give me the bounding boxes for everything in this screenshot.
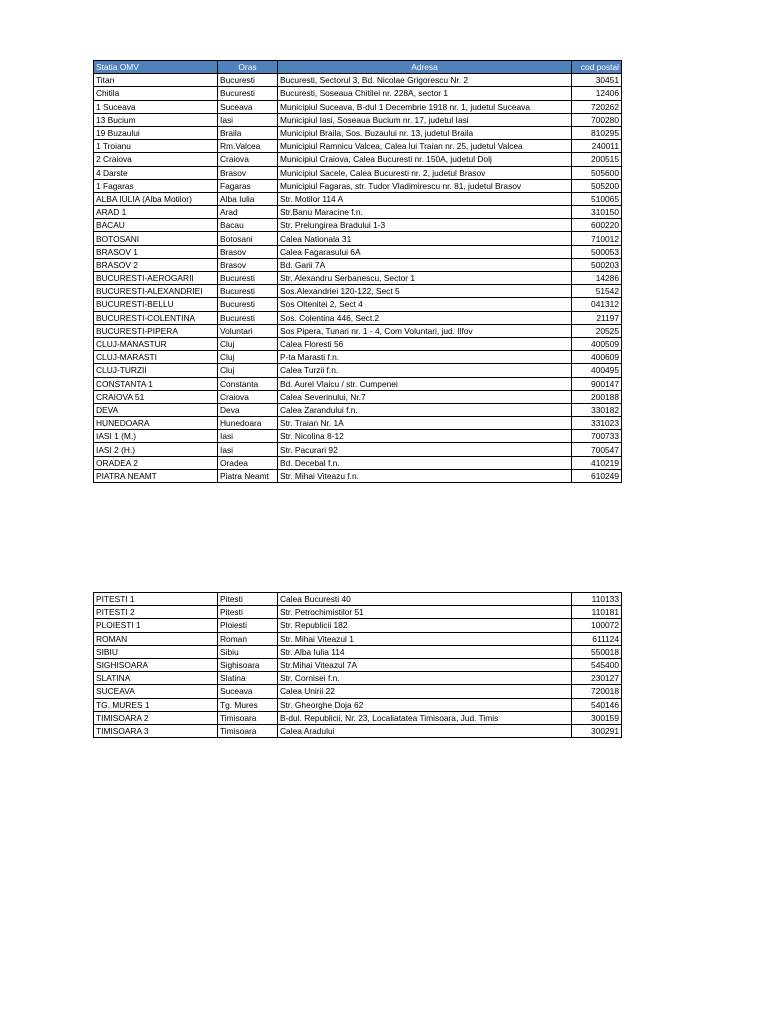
table-row — [94, 219, 622, 232]
city-cell: Iasi — [218, 430, 278, 443]
address-cell: Sos Oltenitei 2, Sect 4 — [278, 298, 572, 311]
postal-code-cell: 611124 — [572, 632, 622, 645]
table-row — [94, 456, 622, 469]
postal-code-cell: 700733 — [572, 430, 622, 443]
city-cell: Voluntari — [218, 324, 278, 337]
table-row — [94, 324, 622, 337]
table-row — [94, 126, 622, 139]
address-cell: Sos Pipera, Tunari nr. 1 - 4, Com Voluntari, jud. Ilfov — [278, 324, 572, 337]
address-cell: Str. Republicii 182 — [278, 619, 572, 632]
postal-code-cell: 510065 — [572, 192, 622, 205]
station-cell: 4 Darste — [94, 166, 218, 179]
table-row — [94, 166, 622, 179]
table-row — [94, 443, 622, 456]
address-cell: Str. Mihai Viteazul 1 — [278, 632, 572, 645]
postal-code-cell: 230127 — [572, 672, 622, 685]
city-cell: Ploiesti — [218, 619, 278, 632]
postal-code-cell: 51542 — [572, 285, 622, 298]
table-row — [94, 232, 622, 245]
table-row — [94, 337, 622, 350]
address-cell: Str. Prelungirea Bradului 1-3 — [278, 219, 572, 232]
station-cell: CRAIOVA 51 — [94, 390, 218, 403]
header-oras: Oras — [218, 61, 278, 74]
address-cell: Calea Zarandului f.n. — [278, 403, 572, 416]
table-row — [94, 258, 622, 271]
address-cell: Municipiul Fagaras, str. Tudor Vladimirescu nr. 81, judetul Brasov — [278, 179, 572, 192]
city-cell: Timisoara — [218, 724, 278, 737]
city-cell: Craiova — [218, 390, 278, 403]
postal-code-cell: 400495 — [572, 364, 622, 377]
city-cell: Bucuresti — [218, 298, 278, 311]
station-cell: TIMISOARA 3 — [94, 724, 218, 737]
table-row — [94, 179, 622, 192]
station-cell: BRASOV 2 — [94, 258, 218, 271]
station-cell: 1 Fagaras — [94, 179, 218, 192]
city-cell: Cluj — [218, 364, 278, 377]
address-cell: Municipiul Sacele, Calea Bucuresti nr. 2, judetul Brasov — [278, 166, 572, 179]
postal-code-cell: 550018 — [572, 645, 622, 658]
postal-code-cell: 500203 — [572, 258, 622, 271]
postal-code-cell: 400509 — [572, 337, 622, 350]
table-row — [94, 100, 622, 113]
address-cell: Calea Fagarasului 6A — [278, 245, 572, 258]
postal-code-cell: 400609 — [572, 351, 622, 364]
postal-code-cell: 500053 — [572, 245, 622, 258]
station-cell: TIMISOARA 2 — [94, 711, 218, 724]
postal-code-cell: 30451 — [572, 74, 622, 87]
postal-code-cell: 100072 — [572, 619, 622, 632]
table-row — [94, 469, 622, 482]
station-cell: CLUJ-TURZII — [94, 364, 218, 377]
table-row — [94, 113, 622, 126]
table-header-row — [94, 61, 622, 74]
city-cell: Sibiu — [218, 645, 278, 658]
city-cell: Fagaras — [218, 179, 278, 192]
address-cell: Calea Unirii 22 — [278, 685, 572, 698]
postal-code-cell: 540146 — [572, 698, 622, 711]
city-cell: Brasov — [218, 258, 278, 271]
city-cell: Bucuresti — [218, 74, 278, 87]
postal-code-cell: 505600 — [572, 166, 622, 179]
station-cell: BUCURESTI-AEROGARII — [94, 272, 218, 285]
address-cell: Municipiul Suceava, B-dul 1 Decembrie 1918 nr. 1, judetul Suceava — [278, 100, 572, 113]
stations-table-part-1 — [93, 60, 622, 483]
station-cell: PIATRA NEAMT — [94, 469, 218, 482]
header-statia: Statia OMV — [94, 61, 218, 74]
table-row — [94, 711, 622, 724]
address-cell: Municipiul Iasi, Soseaua Bucium nr. 17, judetul Iasi — [278, 113, 572, 126]
table-row — [94, 403, 622, 416]
postal-code-cell: 21197 — [572, 311, 622, 324]
postal-code-cell: 410219 — [572, 456, 622, 469]
header-cod-postal: cod postal — [572, 61, 622, 74]
address-cell: Calea Turzii f.n. — [278, 364, 572, 377]
station-cell: BUCURESTI-BELLU — [94, 298, 218, 311]
station-cell: IASI 2 (H.) — [94, 443, 218, 456]
city-cell: Braila — [218, 126, 278, 139]
city-cell: Botosani — [218, 232, 278, 245]
address-cell: Calea Bucuresti 40 — [278, 593, 572, 606]
city-cell: Arad — [218, 206, 278, 219]
station-cell: 1 Troianu — [94, 140, 218, 153]
station-cell: ALBA IULIA (Alba Motilor) — [94, 192, 218, 205]
city-cell: Brasov — [218, 166, 278, 179]
postal-code-cell: 300159 — [572, 711, 622, 724]
postal-code-cell: 720018 — [572, 685, 622, 698]
postal-code-cell: 720262 — [572, 100, 622, 113]
city-cell: Bucuresti — [218, 285, 278, 298]
station-cell: SIGHISOARA — [94, 658, 218, 671]
postal-code-cell: 331023 — [572, 417, 622, 430]
station-cell: PLOIESTI 1 — [94, 619, 218, 632]
city-cell: Iasi — [218, 443, 278, 456]
address-cell: Str. Motilor 114 A — [278, 192, 572, 205]
station-cell: ORADEA 2 — [94, 456, 218, 469]
address-cell: Municipiul Ramnicu Valcea, Calea lui Traian nr. 25, judetul Valcea — [278, 140, 572, 153]
table-row — [94, 87, 622, 100]
city-cell: Timisoara — [218, 711, 278, 724]
table-row — [94, 74, 622, 87]
station-cell: Chitila — [94, 87, 218, 100]
address-cell: Str. Traian Nr. 1A — [278, 417, 572, 430]
city-cell: Iasi — [218, 113, 278, 126]
table-body — [94, 74, 622, 483]
city-cell: Roman — [218, 632, 278, 645]
postal-code-cell: 700280 — [572, 113, 622, 126]
postal-code-cell: 330182 — [572, 403, 622, 416]
address-cell: Bd. Garii 7A — [278, 258, 572, 271]
station-cell: BOTOSANI — [94, 232, 218, 245]
stations-table-part-2 — [93, 592, 622, 738]
station-cell: BUCURESTI-COLENTINA — [94, 311, 218, 324]
address-cell: Bucuresti, Sectorul 3, Bd. Nicolae Grigorescu Nr. 2 — [278, 74, 572, 87]
station-cell: SLATINA — [94, 672, 218, 685]
station-cell: 2 Craiova — [94, 153, 218, 166]
city-cell: Deva — [218, 403, 278, 416]
station-cell: CLUJ-MARASTI — [94, 351, 218, 364]
city-cell: Bucuresti — [218, 311, 278, 324]
table-row — [94, 606, 622, 619]
station-cell: PITESTI 2 — [94, 606, 218, 619]
table-row — [94, 311, 622, 324]
table-row — [94, 632, 622, 645]
city-cell: Bucuresti — [218, 87, 278, 100]
postal-code-cell: 310150 — [572, 206, 622, 219]
table-row — [94, 658, 622, 671]
address-cell: P-ta Marasti f.n. — [278, 351, 572, 364]
address-cell: Calea Floresti 56 — [278, 337, 572, 350]
city-cell: Constanta — [218, 377, 278, 390]
station-cell: 1 Suceava — [94, 100, 218, 113]
city-cell: Suceava — [218, 685, 278, 698]
address-cell: Sos. Colentina 446, Sect.2 — [278, 311, 572, 324]
station-cell: IASI 1 (M.) — [94, 430, 218, 443]
table-row — [94, 272, 622, 285]
station-cell: CLUJ-MANASTUR — [94, 337, 218, 350]
station-cell: ARAD 1 — [94, 206, 218, 219]
city-cell: Tg. Mures — [218, 698, 278, 711]
table-row — [94, 285, 622, 298]
address-cell: Bucuresti, Soseaua Chitilei nr. 228A, sector 1 — [278, 87, 572, 100]
postal-code-cell: 240011 — [572, 140, 622, 153]
postal-code-cell: 610249 — [572, 469, 622, 482]
table-row — [94, 245, 622, 258]
station-cell: PITESTI 1 — [94, 593, 218, 606]
station-cell: BACAU — [94, 219, 218, 232]
table-row — [94, 206, 622, 219]
table-row — [94, 364, 622, 377]
postal-code-cell: 200188 — [572, 390, 622, 403]
address-cell: Str. Alba Iulia 114 — [278, 645, 572, 658]
address-cell: Calea Nationala 31 — [278, 232, 572, 245]
postal-code-cell: 20525 — [572, 324, 622, 337]
city-cell: Sighisoara — [218, 658, 278, 671]
postal-code-cell: 110181 — [572, 606, 622, 619]
postal-code-cell: 110133 — [572, 593, 622, 606]
city-cell: Pitesti — [218, 606, 278, 619]
postal-code-cell: 12406 — [572, 87, 622, 100]
address-cell: Bd. Decebal f.n. — [278, 456, 572, 469]
city-cell: Cluj — [218, 351, 278, 364]
table-row — [94, 619, 622, 632]
station-cell: Titan — [94, 74, 218, 87]
table-row — [94, 377, 622, 390]
postal-code-cell: 900147 — [572, 377, 622, 390]
city-cell: Alba Iulia — [218, 192, 278, 205]
table-row — [94, 645, 622, 658]
station-cell: BUCURESTI-ALEXANDRIEI — [94, 285, 218, 298]
city-cell: Hunedoara — [218, 417, 278, 430]
table-row — [94, 351, 622, 364]
table-row — [94, 417, 622, 430]
address-cell: Str.Banu Maracine f.n. — [278, 206, 572, 219]
station-cell: SUCEAVA — [94, 685, 218, 698]
address-cell: Str.Mihai Viteazul 7A — [278, 658, 572, 671]
address-cell: Str. Gheorghe Doja 62 — [278, 698, 572, 711]
postal-code-cell: 041312 — [572, 298, 622, 311]
table-row — [94, 724, 622, 737]
table-body — [94, 593, 622, 738]
address-cell: Str. Pacurari 92 — [278, 443, 572, 456]
station-cell: SIBIU — [94, 645, 218, 658]
postal-code-cell: 700547 — [572, 443, 622, 456]
address-cell: Municipiul Craiova, Calea Bucuresti nr. 150A, judetul Dolj — [278, 153, 572, 166]
station-cell: HUNEDOARA — [94, 417, 218, 430]
address-cell: Str. Petrochimistilor 51 — [278, 606, 572, 619]
station-cell: TG. MURES 1 — [94, 698, 218, 711]
postal-code-cell: 545400 — [572, 658, 622, 671]
address-cell: Str. Alexandru Serbanescu, Sector 1 — [278, 272, 572, 285]
table-row — [94, 298, 622, 311]
postal-code-cell: 505200 — [572, 179, 622, 192]
station-cell: DEVA — [94, 403, 218, 416]
table-row — [94, 672, 622, 685]
city-cell: Brasov — [218, 245, 278, 258]
station-cell: ROMAN — [94, 632, 218, 645]
table-row — [94, 685, 622, 698]
table-row — [94, 390, 622, 403]
postal-code-cell: 14286 — [572, 272, 622, 285]
postal-code-cell: 600220 — [572, 219, 622, 232]
address-cell: Str. Mihai Viteazu f.n. — [278, 469, 572, 482]
postal-code-cell: 300291 — [572, 724, 622, 737]
city-cell: Bacau — [218, 219, 278, 232]
table-row — [94, 593, 622, 606]
city-cell: Suceava — [218, 100, 278, 113]
address-cell: Str. Cornisei f.n. — [278, 672, 572, 685]
address-cell: Calea Severinului, Nr.7 — [278, 390, 572, 403]
postal-code-cell: 810295 — [572, 126, 622, 139]
city-cell: Slatina — [218, 672, 278, 685]
station-cell: 13 Bucium — [94, 113, 218, 126]
table-row — [94, 430, 622, 443]
city-cell: Oradea — [218, 456, 278, 469]
table-row — [94, 698, 622, 711]
station-cell: BRASOV 1 — [94, 245, 218, 258]
address-cell: Calea Aradului — [278, 724, 572, 737]
address-cell: B-dul. Republicii, Nr. 23, Localiatatea Timisoara, Jud. Timis — [278, 711, 572, 724]
station-cell: CONSTANTA 1 — [94, 377, 218, 390]
address-cell: Sos.Alexandriei 120-122, Sect 5 — [278, 285, 572, 298]
table-row — [94, 140, 622, 153]
station-cell: 19 Buzaului — [94, 126, 218, 139]
address-cell: Str. Nicolina 8-12 — [278, 430, 572, 443]
table-row — [94, 153, 622, 166]
postal-code-cell: 200515 — [572, 153, 622, 166]
city-cell: Cluj — [218, 337, 278, 350]
city-cell: Bucuresti — [218, 272, 278, 285]
postal-code-cell: 710012 — [572, 232, 622, 245]
city-cell: Piatra Neamt — [218, 469, 278, 482]
city-cell: Pitesti — [218, 593, 278, 606]
city-cell: Craiova — [218, 153, 278, 166]
table-row — [94, 192, 622, 205]
city-cell: Rm.Valcea — [218, 140, 278, 153]
header-adresa: Adresa — [278, 61, 572, 74]
address-cell: Municipiul Braila, Sos. Buzaului nr. 13, judetul Braila — [278, 126, 572, 139]
address-cell: Bd. Aurel Vlaicu / str. Cumpenei — [278, 377, 572, 390]
station-cell: BUCURESTI-PIPERA — [94, 324, 218, 337]
